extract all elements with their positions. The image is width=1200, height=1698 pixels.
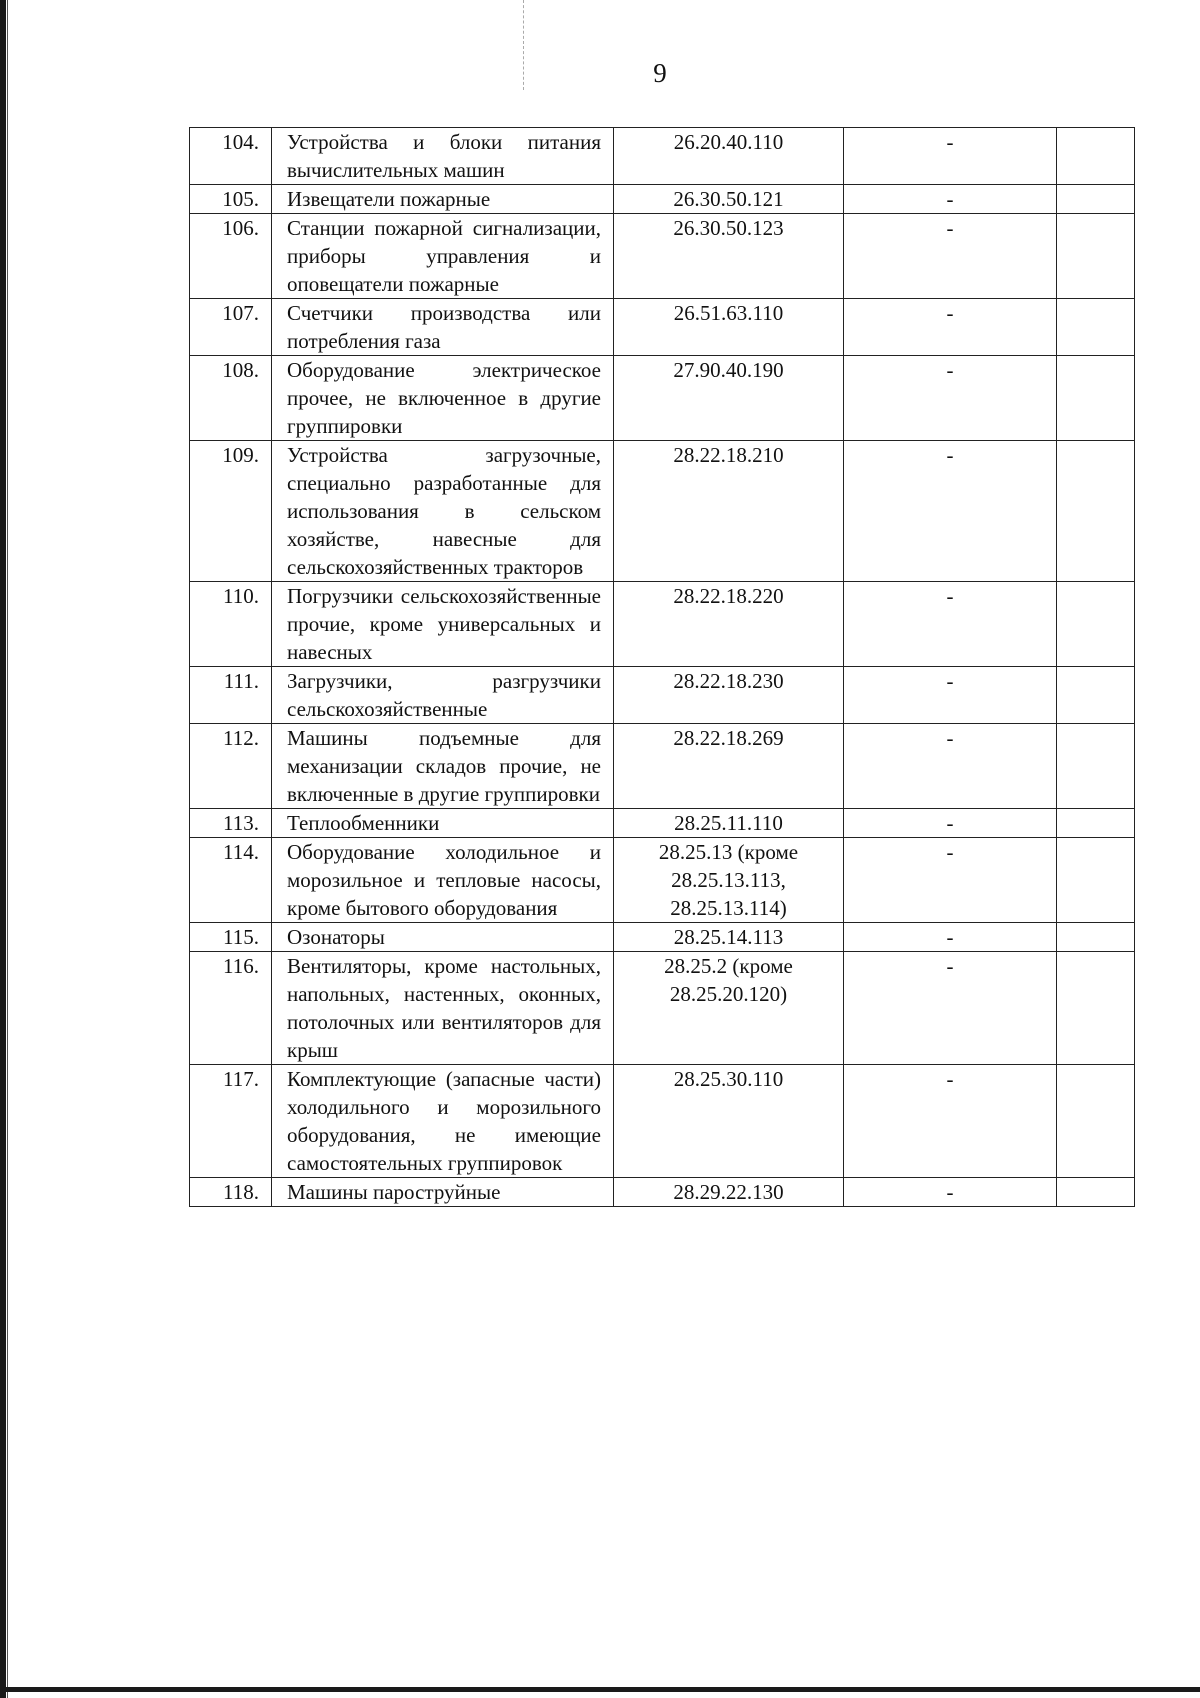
row-extra <box>1057 724 1135 809</box>
row-code: 26.30.50.121 <box>614 185 844 214</box>
row-code: 28.22.18.210 <box>614 441 844 582</box>
row-mark: - <box>844 1178 1057 1207</box>
row-name: Комплектующие (запасные части) холодильного и морозильного оборудования, не имеющие самостоятельных группировок <box>272 1065 614 1178</box>
row-mark: - <box>844 299 1057 356</box>
row-name: Устройства загрузочные, специально разработанные для использования в сельском хозяйстве, навесные для сельскохозяйственных тракторов <box>272 441 614 582</box>
row-extra <box>1057 128 1135 185</box>
row-name: Оборудование холодильное и морозильное и тепловые насосы, кроме бытового оборудования <box>272 838 614 923</box>
row-name: Оборудование электрическое прочее, не включенное в другие группировки <box>272 356 614 441</box>
table-row <box>190 724 1135 809</box>
table-row <box>190 356 1135 441</box>
row-mark: - <box>844 356 1057 441</box>
row-mark: - <box>844 724 1057 809</box>
row-number: 117. <box>190 1065 272 1178</box>
row-number: 115. <box>190 923 272 952</box>
row-mark: - <box>844 952 1057 1065</box>
classification-table <box>189 127 1135 1207</box>
scan-artifact-line <box>523 0 525 90</box>
row-mark: - <box>844 809 1057 838</box>
row-code: 28.22.18.269 <box>614 724 844 809</box>
row-code: 28.25.11.110 <box>614 809 844 838</box>
table-row <box>190 667 1135 724</box>
row-code: 26.20.40.110 <box>614 128 844 185</box>
row-extra <box>1057 356 1135 441</box>
row-mark: - <box>844 214 1057 299</box>
page-number: 9 <box>653 58 667 88</box>
table-body <box>190 128 1135 1207</box>
row-mark: - <box>844 1065 1057 1178</box>
row-extra <box>1057 441 1135 582</box>
table-row <box>190 838 1135 923</box>
row-name: Погрузчики сельскохозяйственные прочие, кроме универсальных и навесных <box>272 582 614 667</box>
row-number: 118. <box>190 1178 272 1207</box>
row-code: 28.25.2 (кроме 28.25.20.120) <box>614 952 844 1065</box>
row-extra <box>1057 1178 1135 1207</box>
table-row <box>190 185 1135 214</box>
row-number: 105. <box>190 185 272 214</box>
row-number: 113. <box>190 809 272 838</box>
row-code: 28.29.22.130 <box>614 1178 844 1207</box>
table-row <box>190 299 1135 356</box>
row-name: Загрузчики, разгрузчики сельскохозяйственные <box>272 667 614 724</box>
row-name: Извещатели пожарные <box>272 185 614 214</box>
row-extra <box>1057 809 1135 838</box>
row-extra <box>1057 1065 1135 1178</box>
table-row <box>190 1178 1135 1207</box>
row-extra <box>1057 838 1135 923</box>
row-extra <box>1057 185 1135 214</box>
row-code: 28.25.13 (кроме 28.25.13.113, 28.25.13.114) <box>614 838 844 923</box>
row-mark: - <box>844 185 1057 214</box>
row-extra <box>1057 299 1135 356</box>
row-code: 28.22.18.230 <box>614 667 844 724</box>
row-number: 109. <box>190 441 272 582</box>
row-code: 28.22.18.220 <box>614 582 844 667</box>
row-code: 28.25.30.110 <box>614 1065 844 1178</box>
row-number: 110. <box>190 582 272 667</box>
row-number: 107. <box>190 299 272 356</box>
scan-edge-bottom <box>0 1687 1200 1692</box>
table-row <box>190 923 1135 952</box>
row-name: Вентиляторы, кроме настольных, напольных, настенных, оконных, потолочных или вентиляторов для крыш <box>272 952 614 1065</box>
table-row <box>190 214 1135 299</box>
row-name: Озонаторы <box>272 923 614 952</box>
table-row <box>190 1065 1135 1178</box>
row-code: 26.30.50.123 <box>614 214 844 299</box>
row-extra <box>1057 923 1135 952</box>
row-name: Машины подъемные для механизации складов прочие, не включенные в другие группировки <box>272 724 614 809</box>
row-number: 108. <box>190 356 272 441</box>
scan-edge-left <box>0 0 6 1698</box>
row-extra <box>1057 582 1135 667</box>
row-number: 116. <box>190 952 272 1065</box>
row-name: Счетчики производства или потребления газа <box>272 299 614 356</box>
row-mark: - <box>844 582 1057 667</box>
scan-edge-left-inner <box>7 0 8 1698</box>
row-name: Машины пароструйные <box>272 1178 614 1207</box>
table-row <box>190 441 1135 582</box>
row-number: 111. <box>190 667 272 724</box>
row-number: 112. <box>190 724 272 809</box>
table-row <box>190 128 1135 185</box>
row-number: 106. <box>190 214 272 299</box>
row-mark: - <box>844 838 1057 923</box>
row-extra <box>1057 952 1135 1065</box>
row-mark: - <box>844 667 1057 724</box>
row-extra <box>1057 214 1135 299</box>
row-name: Устройства и блоки питания вычислительных машин <box>272 128 614 185</box>
row-number: 104. <box>190 128 272 185</box>
row-code: 27.90.40.190 <box>614 356 844 441</box>
table-row <box>190 952 1135 1065</box>
row-name: Теплообменники <box>272 809 614 838</box>
table-row <box>190 809 1135 838</box>
row-mark: - <box>844 128 1057 185</box>
row-mark: - <box>844 441 1057 582</box>
row-mark: - <box>844 923 1057 952</box>
row-number: 114. <box>190 838 272 923</box>
row-extra <box>1057 667 1135 724</box>
table-row <box>190 582 1135 667</box>
row-code: 26.51.63.110 <box>614 299 844 356</box>
row-name: Станции пожарной сигнализации, приборы управления и оповещатели пожарные <box>272 214 614 299</box>
row-code: 28.25.14.113 <box>614 923 844 952</box>
